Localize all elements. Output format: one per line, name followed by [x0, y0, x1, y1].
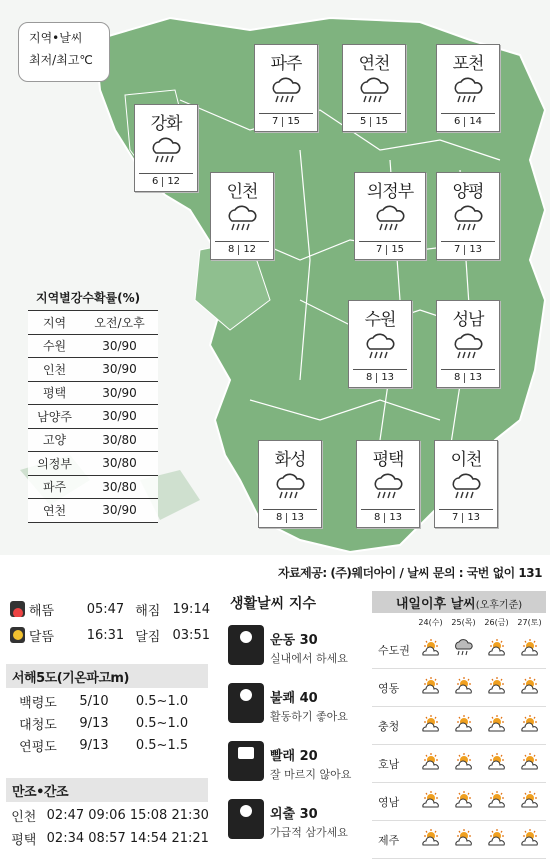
list-item	[228, 625, 362, 683]
sun-cloud-icon	[480, 676, 513, 700]
person-icon	[228, 683, 264, 723]
temp-high: 14	[469, 116, 483, 127]
temperature-range	[441, 113, 495, 127]
temp-high: 13	[381, 372, 395, 383]
index-name: 외출 30	[270, 807, 318, 822]
time-cell: 09:06	[88, 808, 126, 823]
city-name: 이천	[450, 450, 482, 470]
weekly-row	[372, 631, 546, 669]
city-card-icheon	[434, 440, 498, 528]
city-name: 강화	[150, 114, 182, 134]
city-card-uijeongbu	[354, 172, 426, 260]
rain-cloud-icon	[343, 77, 405, 105]
moonset-label: 달짐	[135, 629, 161, 645]
rain-cloud-icon	[435, 473, 497, 501]
table-row	[28, 358, 158, 382]
rain-cloud-icon	[447, 638, 480, 662]
table-row	[28, 428, 158, 452]
table-row	[4, 804, 210, 827]
rain-cloud-icon	[437, 205, 499, 233]
waves-title: 서해5도(기온파고m)	[6, 664, 208, 688]
sun-cloud-icon	[414, 676, 447, 700]
value-cell: 30/80	[81, 452, 158, 476]
island-cell: 연평도	[19, 739, 57, 755]
value-cell: 30/80	[81, 428, 158, 452]
time-cell: 08:57	[88, 831, 126, 846]
city-card-incheon	[210, 172, 274, 260]
temperature-range	[359, 241, 421, 255]
table-row	[10, 690, 210, 712]
city-card-yangpyeong	[436, 172, 500, 260]
city-name: 연천	[358, 54, 390, 74]
table-row	[10, 712, 210, 734]
tide-title: 만조•간조	[6, 778, 208, 802]
temp-cell: 9/13	[79, 737, 109, 753]
probability-header-row	[28, 311, 158, 335]
temp-low: 8	[453, 372, 461, 383]
temp-high: 12	[243, 244, 257, 255]
sun-cloud-icon	[414, 714, 447, 738]
region-cell: 인천	[28, 358, 81, 382]
index-name: 불쾌 40	[270, 691, 318, 706]
temperature-range	[361, 509, 415, 523]
sun-moon-times	[10, 596, 210, 648]
temp-high: 13	[467, 512, 481, 523]
table-row	[10, 734, 210, 756]
sun-cloud-icon	[480, 828, 513, 852]
city-card-pocheon	[436, 44, 500, 132]
temp-high: 12	[167, 176, 181, 187]
life-weather-index	[222, 593, 362, 857]
city-card-suwon	[348, 300, 412, 388]
region-cell: 파주	[28, 475, 81, 499]
region-label: 제주	[378, 833, 400, 847]
region-label: 수도권	[378, 643, 410, 657]
island-cell: 대청도	[19, 717, 57, 733]
sun-cloud-icon	[513, 638, 546, 662]
city-name: 파주	[270, 54, 302, 74]
temp-low: 8	[365, 372, 373, 383]
temperature-range	[263, 509, 317, 523]
temp-high: 13	[291, 512, 305, 523]
time-cell: 02:34	[46, 831, 85, 846]
port-cell: 인천	[11, 810, 37, 825]
weekly-row	[372, 669, 546, 707]
table-row	[28, 405, 158, 429]
temp-low: 7	[375, 244, 383, 255]
sunset-label: 해짐	[135, 603, 161, 619]
index-name: 운동 30	[270, 633, 318, 648]
time-cell: 21:30	[171, 808, 209, 823]
table-row	[28, 452, 158, 476]
shirt-icon	[228, 741, 264, 781]
index-desc: 활동하기 좋아요	[270, 710, 348, 723]
weekly-title-text: 내일이후 날씨	[395, 597, 476, 612]
city-name: 의정부	[366, 182, 414, 202]
list-item	[228, 683, 362, 741]
weekly-title	[372, 591, 546, 613]
temperature-range	[353, 369, 407, 383]
index-desc: 실내에서 하세요	[270, 652, 348, 665]
time-cell: 15:08	[129, 808, 168, 823]
region-cell: 의정부	[28, 452, 81, 476]
walking-icon	[228, 799, 264, 839]
rain-cloud-icon	[135, 137, 197, 165]
city-name: 성남	[452, 310, 484, 330]
temp-high: 15	[375, 116, 389, 127]
moonrise-row	[10, 622, 210, 648]
value-cell: 30/90	[81, 405, 158, 429]
waves-table	[10, 690, 210, 756]
temperature-range	[441, 369, 495, 383]
region-label: 호남	[378, 757, 400, 771]
header-ampm: 오전/오후	[81, 311, 158, 335]
temp-high: 13	[469, 372, 483, 383]
temp-low: 8	[373, 512, 381, 523]
city-card-paju	[254, 44, 318, 132]
moonrise-time: 16:31	[86, 627, 125, 643]
region-cell: 남양주	[28, 405, 81, 429]
weekly-row	[372, 783, 546, 821]
map-legend	[18, 22, 110, 82]
temp-high: 13	[469, 244, 483, 255]
city-name: 포천	[452, 54, 484, 74]
city-card-seongnam	[436, 300, 500, 388]
sun-cloud-icon	[480, 714, 513, 738]
day-label: 25(목)	[451, 618, 476, 627]
sun-cloud-icon	[513, 676, 546, 700]
temp-high: 13	[389, 512, 403, 523]
day-label: 24(수)	[418, 618, 443, 627]
sunrise-time: 05:47	[86, 601, 125, 617]
rain-cloud-icon	[357, 473, 419, 501]
temperature-range	[259, 113, 313, 127]
city-card-hwaseong	[258, 440, 322, 528]
table-row	[28, 499, 158, 523]
rain-cloud-icon	[259, 473, 321, 501]
legend-line1: 지역•날씨	[29, 31, 83, 45]
table-row	[28, 475, 158, 499]
region-cell: 연천	[28, 499, 81, 523]
value-cell: 30/90	[81, 499, 158, 523]
temp-low: 7	[453, 244, 461, 255]
value-cell: 30/80	[81, 475, 158, 499]
city-card-ganghwa	[134, 104, 198, 192]
weekly-row	[372, 707, 546, 745]
city-card-yeoncheon	[342, 44, 406, 132]
weekly-row	[372, 821, 546, 859]
port-cell: 평택	[11, 833, 37, 848]
moonrise-label: 달뜸	[28, 629, 55, 645]
index-desc: 잘 마르지 않아요	[270, 768, 352, 781]
table-row	[4, 827, 210, 850]
city-name: 평택	[372, 450, 404, 470]
index-desc: 가급적 삼가세요	[270, 826, 348, 839]
sun-cloud-icon	[447, 676, 480, 700]
sun-cloud-icon	[414, 790, 447, 814]
life-title: 생활날씨 지수	[230, 596, 317, 612]
city-card-pyeongtaek	[356, 440, 420, 528]
region-cell: 수원	[28, 334, 81, 358]
city-name: 수원	[364, 310, 396, 330]
moonrise-icon	[10, 627, 25, 643]
city-name: 화성	[274, 450, 306, 470]
legend-line2: 최저/최고℃	[29, 53, 93, 67]
precipitation-probability-table	[28, 289, 158, 523]
sun-cloud-icon	[414, 828, 447, 852]
value-cell: 30/90	[81, 381, 158, 405]
list-item	[228, 799, 362, 857]
rain-cloud-icon	[255, 77, 317, 105]
temperature-range	[215, 241, 269, 255]
wave-cell: 0.5~1.5	[135, 737, 189, 753]
value-cell: 30/90	[81, 358, 158, 382]
temp-low: 6	[453, 116, 461, 127]
weekly-forecast	[372, 591, 546, 859]
rain-cloud-icon	[355, 205, 425, 233]
temperature-range	[139, 173, 193, 187]
data-credit: 자료제공: (주)웨더아이 / 날씨 문의 : 국번 없이 131	[278, 566, 542, 580]
day-label: 26(금)	[484, 618, 509, 627]
sunrise-icon	[10, 601, 25, 617]
weekly-days	[414, 613, 546, 631]
sunset-time: 19:14	[172, 601, 210, 617]
day-label: 27(토)	[517, 618, 542, 627]
sun-cloud-icon	[447, 714, 480, 738]
sun-cloud-icon	[513, 714, 546, 738]
weekly-row	[372, 745, 546, 783]
region-label: 영동	[378, 681, 400, 695]
city-name: 양평	[452, 182, 484, 202]
temp-low: 6	[151, 176, 159, 187]
temp-low: 7	[271, 116, 279, 127]
sun-cloud-icon	[513, 790, 546, 814]
rain-cloud-icon	[437, 333, 499, 361]
time-cell: 14:54	[129, 831, 168, 846]
temp-cell: 5/10	[79, 693, 109, 709]
list-item	[228, 741, 362, 799]
temperature-range	[439, 509, 493, 523]
temp-low: 8	[275, 512, 283, 523]
city-name: 인천	[226, 182, 258, 202]
temp-high: 15	[287, 116, 301, 127]
value-cell: 30/90	[81, 334, 158, 358]
rain-cloud-icon	[211, 205, 273, 233]
sun-cloud-icon	[480, 790, 513, 814]
sun-cloud-icon	[414, 752, 447, 776]
sunrise-label: 해뜸	[28, 603, 55, 619]
index-name: 빨래 20	[270, 749, 318, 764]
sun-cloud-icon	[447, 828, 480, 852]
temp-low: 7	[451, 512, 459, 523]
wave-cell: 0.5~1.0	[135, 693, 189, 709]
sun-cloud-icon	[447, 752, 480, 776]
region-label: 영남	[378, 795, 400, 809]
island-cell: 백령도	[19, 695, 57, 711]
region-label: 충청	[378, 719, 400, 733]
temp-low: 8	[227, 244, 235, 255]
time-cell: 21:21	[171, 831, 209, 846]
time-cell: 02:47	[46, 808, 85, 823]
moonset-time: 03:51	[172, 627, 210, 643]
region-cell: 평택	[28, 381, 81, 405]
region-cell: 고양	[28, 428, 81, 452]
rain-cloud-icon	[437, 77, 499, 105]
table-row	[28, 334, 158, 358]
sun-cloud-icon	[414, 638, 447, 662]
rain-cloud-icon	[349, 333, 411, 361]
temp-high: 15	[391, 244, 405, 255]
header-region: 지역	[28, 311, 81, 335]
temp-low: 5	[359, 116, 367, 127]
sunrise-row	[10, 596, 210, 622]
tide-table	[4, 804, 210, 850]
table-row	[28, 381, 158, 405]
soccer-icon	[228, 625, 264, 665]
weekly-title-note: (오후기준)	[475, 600, 523, 611]
sun-cloud-icon	[513, 828, 546, 852]
sun-cloud-icon	[447, 790, 480, 814]
probability-title: 지역별강수확률(%)	[36, 291, 141, 305]
temperature-range	[347, 113, 401, 127]
sun-cloud-icon	[480, 638, 513, 662]
sun-cloud-icon	[480, 752, 513, 776]
wave-cell: 0.5~1.0	[135, 715, 189, 731]
sun-cloud-icon	[513, 752, 546, 776]
temperature-range	[441, 241, 495, 255]
temp-cell: 9/13	[79, 715, 109, 731]
